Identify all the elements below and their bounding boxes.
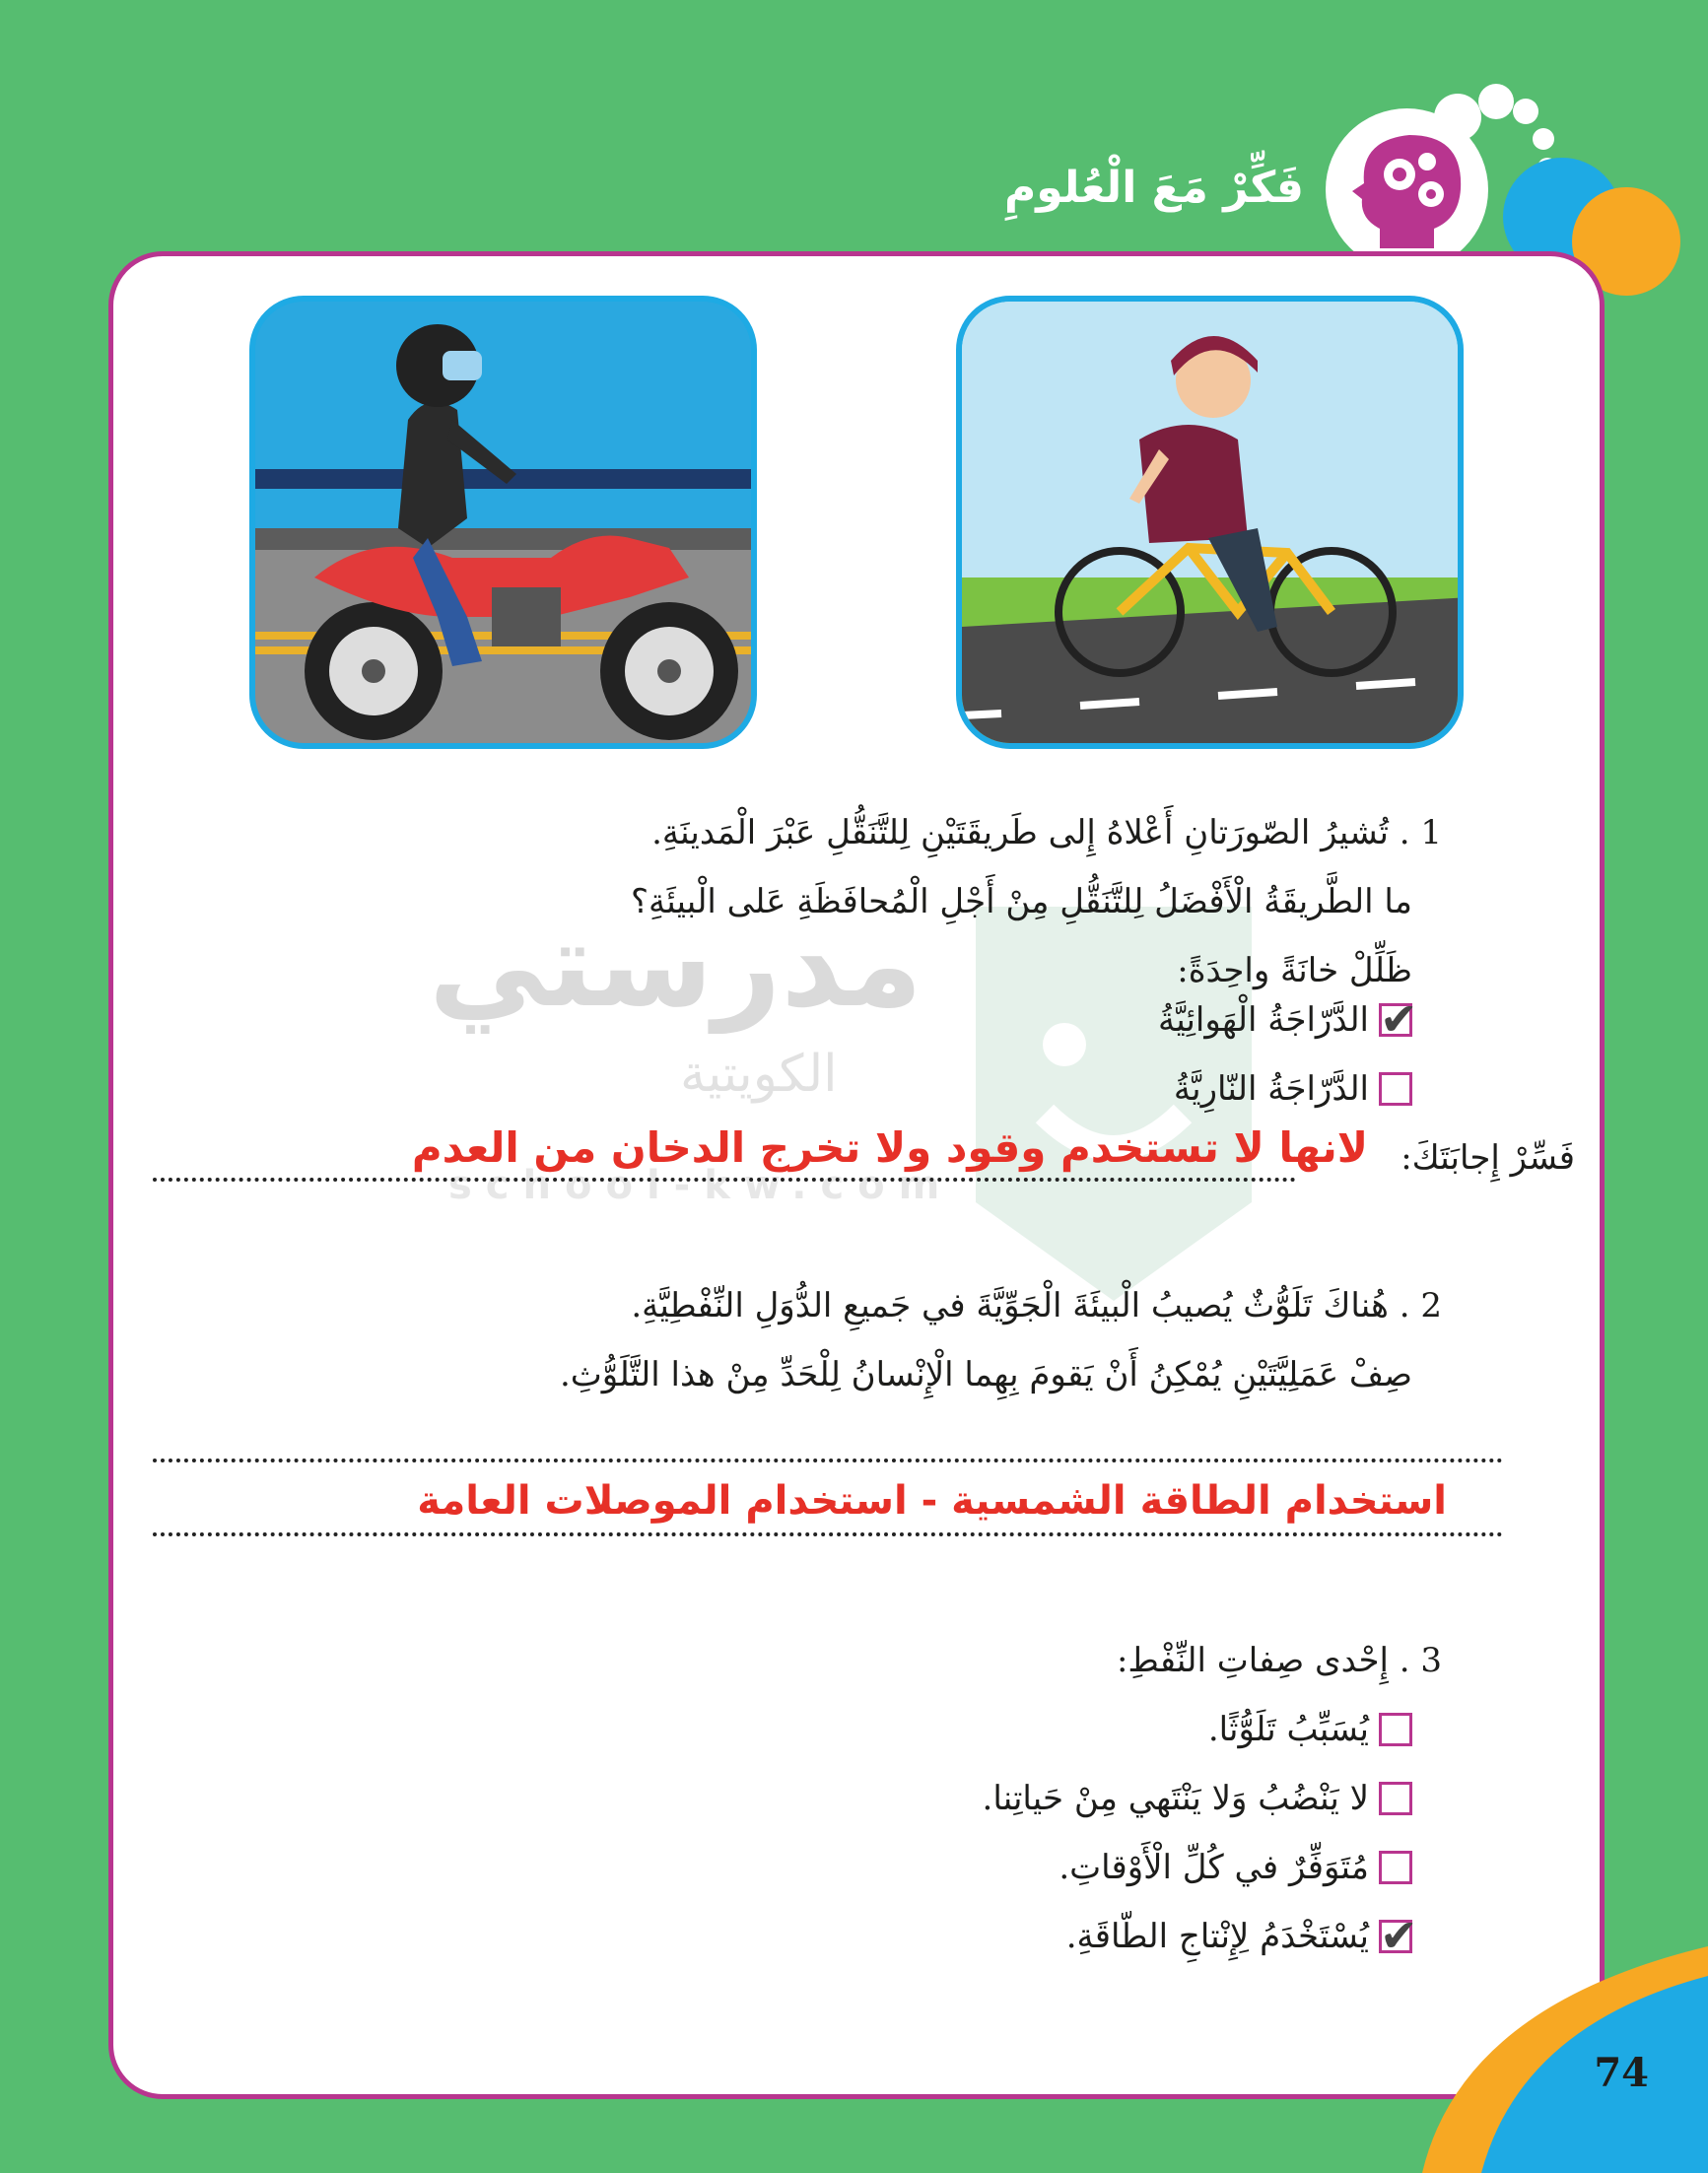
q1-option-bicycle[interactable]	[1157, 992, 1418, 1046]
page-title: فَكِّرْ مَعَ الْعُلومِ	[1004, 163, 1304, 213]
q3-option-4[interactable]	[1065, 1909, 1418, 1962]
q1-option-motorcycle[interactable]	[1174, 1069, 1412, 1109]
header-dot	[1533, 128, 1554, 150]
motorcycle-image	[249, 296, 757, 749]
header-dot	[1513, 99, 1538, 124]
q1-answer: لانها لا تستخدم وقود ولا تخرج الدخان من العدم	[411, 1123, 1368, 1172]
q2-answer: استخدام الطاقة الشمسية - استخدام الموصلات العامة	[417, 1478, 1447, 1524]
watermark-country: الكويتية	[680, 1045, 838, 1104]
q2-answer-line-1	[153, 1459, 1503, 1462]
q1-line1: 1 . تُشيرُ الصّورَتانِ أَعْلاهُ إِلى طَريقَتَيْنِ لِلتَّنَقُّلِ عَبْرَ الْمَدينَةِ.	[651, 813, 1442, 852]
checkbox[interactable]	[1379, 992, 1418, 1046]
q1-answer-line	[153, 1178, 1296, 1182]
q2-answer-line-2	[153, 1532, 1503, 1536]
checkbox[interactable]	[1379, 1713, 1412, 1746]
checkbox[interactable]	[1379, 1072, 1412, 1106]
motorcycle-illustration	[255, 302, 757, 749]
option-label: مُتَوَفِّرٌ في كُلِّ الْأَوْقاتِ.	[1059, 1848, 1369, 1887]
watermark-url: school-kw.com	[448, 1163, 954, 1208]
option-label: يُسْتَخْدَمُ لِإِنْتاجِ الطّاقَةِ.	[1065, 1917, 1369, 1956]
option-label: لا يَنْضُبُ وَلا يَنْتَهي مِنْ حَياتِنا.	[982, 1779, 1369, 1818]
checkmark-icon: ✔	[1380, 1909, 1418, 1962]
q1-line2: ما الطَّريقَةُ الْأَفْضَلُ لِلتَّنَقُّلِ مِنْ أَجْلِ الْمُحافَظَةِ عَلى الْبيئَةِ؟	[631, 882, 1412, 921]
header-dot	[1478, 84, 1514, 119]
bicycle-illustration	[962, 302, 1464, 749]
q3-line1: 3 . إِحْدى صِفاتِ النِّفْطِ:	[1116, 1641, 1442, 1680]
watermark-brand: مدرستي	[429, 897, 923, 1034]
checkbox[interactable]	[1379, 1851, 1412, 1884]
option-label: الدَّرّاجَةُ النّارِيَّةُ	[1173, 1069, 1369, 1109]
head-gears-icon	[1340, 120, 1478, 258]
checkbox[interactable]	[1379, 1782, 1412, 1815]
q3-option-1[interactable]	[1208, 1710, 1412, 1749]
q3-option-3[interactable]	[1059, 1848, 1412, 1887]
page-corner-decoration	[1422, 1946, 1708, 2173]
q3-option-2[interactable]	[983, 1779, 1412, 1818]
q2-line1: 2 . هُناكَ تَلَوُّثٌ يُصيبُ الْبيئَةَ الْجَوِّيَّةَ في جَميعِ الدُّوَلِ النِّفْطِيَّةِ.	[631, 1286, 1442, 1325]
option-label: الدَّرّاجَةُ الْهَوائِيَّةُ	[1157, 1000, 1369, 1040]
checkmark-icon: ✔	[1380, 992, 1418, 1046]
checkbox[interactable]	[1379, 1909, 1418, 1962]
page-number: 74	[1594, 2050, 1649, 2096]
option-label: يُسَبِّبُ تَلَوُّثًا.	[1207, 1710, 1369, 1749]
q2-line2: صِفْ عَمَلِيَّتَيْنِ يُمْكِنُ أَنْ يَقومَ بِهِما الْإِنْسانُ لِلْحَدِّ مِنْ هذا التَّلَوُّثِ.	[559, 1355, 1412, 1394]
q1-line3: ظَلِّلْ خانَةً واحِدَةً:	[1177, 951, 1412, 990]
worksheet-card	[108, 251, 1605, 2099]
bicycle-image	[956, 296, 1464, 749]
q1-explain-label: فَسِّرْ إِجابَتَكَ:	[1401, 1138, 1575, 1178]
